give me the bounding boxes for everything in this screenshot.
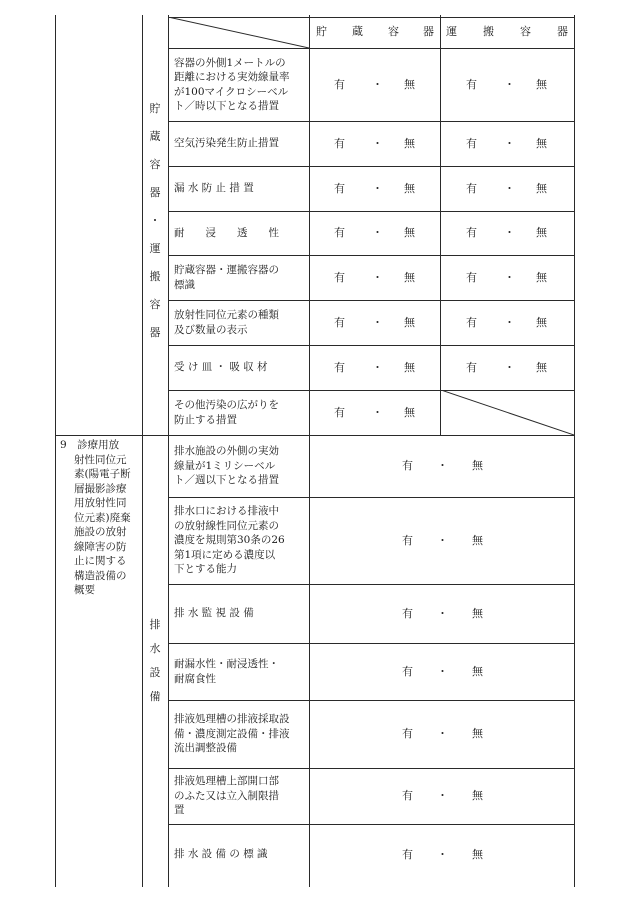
choice-yes: 有 bbox=[402, 664, 413, 678]
choice-sep: ・ bbox=[372, 270, 383, 284]
storage-row-storage-choice-4[interactable] bbox=[334, 226, 424, 240]
storage-row-transport-choice-7[interactable] bbox=[466, 361, 556, 375]
drain-row-label-line: 排液処理槽上部開口部 bbox=[174, 775, 279, 788]
grid-hline-drain-3 bbox=[168, 643, 574, 644]
storage-vlabel-char-2: 蔵 bbox=[149, 130, 161, 143]
storage-row-storage-choice-3[interactable] bbox=[334, 182, 424, 196]
section-9-label-line: 止に関する bbox=[74, 555, 127, 567]
section-9-label-line: 層撮影診療 bbox=[74, 482, 127, 495]
choice-sep: ・ bbox=[437, 606, 448, 620]
choice-yes: 有 bbox=[466, 270, 477, 284]
drain-row-choice-7[interactable] bbox=[402, 848, 492, 862]
storage-row-label-line: ト／時以下となる措置 bbox=[174, 100, 279, 112]
choice-yes: 有 bbox=[402, 459, 413, 472]
grid-hline-storage-6 bbox=[168, 300, 574, 301]
choice-no: 無 bbox=[404, 405, 415, 419]
grid-vline-value bbox=[309, 15, 310, 887]
choice-no: 無 bbox=[404, 270, 415, 284]
choice-yes: 有 bbox=[334, 315, 345, 329]
drain-row-label-2 bbox=[174, 504, 285, 577]
drain-row-label-line: 線量が1ミリシーベル bbox=[174, 459, 276, 472]
drain-row-label-line: 排水口における排液中 bbox=[174, 505, 279, 518]
choice-sep: ・ bbox=[372, 405, 383, 419]
choice-no: 無 bbox=[404, 315, 415, 329]
choice-sep: ・ bbox=[437, 727, 448, 740]
choice-sep: ・ bbox=[504, 226, 515, 239]
choice-no: 無 bbox=[404, 136, 415, 150]
choice-sep: ・ bbox=[372, 77, 383, 91]
grid-hline-storage-4 bbox=[168, 211, 574, 212]
choice-no: 無 bbox=[404, 77, 415, 91]
storage-row-label-line: 容器の外側1メートルの bbox=[174, 56, 286, 69]
drain-row-label-line: ト／週以下となる措置 bbox=[174, 474, 279, 487]
drain-row-label-line: 置 bbox=[174, 804, 185, 817]
choice-yes: 有 bbox=[334, 226, 345, 239]
choice-no: 無 bbox=[472, 847, 483, 861]
choice-sep: ・ bbox=[437, 847, 448, 861]
choice-yes: 有 bbox=[466, 181, 477, 195]
storage-row-transport-choice-1[interactable] bbox=[466, 78, 556, 92]
choice-no: 無 bbox=[404, 360, 415, 374]
grid-vline-split bbox=[440, 15, 441, 435]
section-9-label-line: 構造設備の bbox=[74, 569, 127, 582]
storage-row-label-2 bbox=[174, 136, 279, 151]
grid-hline-drain-5 bbox=[168, 768, 574, 769]
drain-row-label-line: 排液処理槽の排液採取設 bbox=[174, 713, 290, 726]
grid-hline-storage-5 bbox=[168, 255, 574, 256]
header-transport-container bbox=[441, 25, 574, 39]
section-9-label-line: 線障害の防 bbox=[74, 540, 127, 553]
storage-row-label-line: 放射性同位元素の種類 bbox=[174, 309, 279, 321]
grid-hline-storage-2 bbox=[168, 121, 574, 122]
drain-row-label-line: 備・濃度測定設備・排液 bbox=[174, 727, 290, 740]
choice-sep: ・ bbox=[437, 533, 448, 547]
grid-hline-storage-3 bbox=[168, 166, 574, 167]
header-transport-char-3: 容 bbox=[520, 25, 531, 38]
drain-row-choice-4[interactable] bbox=[402, 665, 492, 679]
choice-no: 無 bbox=[536, 315, 547, 329]
choice-yes: 有 bbox=[334, 77, 345, 91]
header-transport-char-1: 運 bbox=[446, 25, 457, 38]
choice-sep: ・ bbox=[504, 315, 515, 329]
storage-row-transport-choice-6[interactable] bbox=[466, 316, 556, 330]
drain-row-label-line: 耐腐食性 bbox=[174, 672, 216, 685]
storage-row-label-6 bbox=[174, 308, 279, 337]
choice-sep: ・ bbox=[372, 226, 383, 239]
choice-no: 無 bbox=[536, 226, 547, 239]
choice-sep: ・ bbox=[437, 459, 448, 472]
storage-row-label-3 bbox=[174, 181, 254, 196]
choice-yes: 有 bbox=[334, 360, 345, 374]
choice-no: 無 bbox=[472, 664, 483, 678]
section-9-label bbox=[60, 438, 146, 598]
storage-vlabel-char-9: 器 bbox=[149, 326, 161, 339]
section-9-label-line: 施設の放射 bbox=[74, 526, 127, 538]
storage-vlabel-char-4: 器 bbox=[149, 186, 161, 199]
choice-sep: ・ bbox=[372, 136, 383, 150]
storage-vlabel-char-1: 貯 bbox=[149, 102, 161, 115]
choice-sep: ・ bbox=[504, 181, 515, 195]
storage-vlabel-char-8: 容 bbox=[149, 298, 161, 311]
choice-yes: 有 bbox=[334, 181, 345, 195]
choice-no: 無 bbox=[404, 181, 415, 195]
section-9-label-line: 概要 bbox=[74, 584, 95, 596]
drain-row-label-5 bbox=[174, 712, 290, 756]
choice-sep: ・ bbox=[504, 77, 515, 91]
header-transport-char-4: 器 bbox=[557, 25, 568, 38]
grid-hline-drain-6 bbox=[168, 824, 574, 825]
choice-yes: 有 bbox=[334, 405, 345, 419]
choice-yes: 有 bbox=[402, 533, 413, 547]
choice-yes: 有 bbox=[466, 315, 477, 329]
choice-yes: 有 bbox=[402, 847, 413, 861]
choice-sep: ・ bbox=[504, 360, 515, 374]
choice-sep: ・ bbox=[372, 181, 383, 195]
choice-yes: 有 bbox=[334, 136, 345, 150]
drain-row-label-6 bbox=[174, 774, 279, 818]
storage-row-label-line: 漏 水 防 止 措 置 bbox=[174, 182, 254, 195]
grid-vline-right bbox=[574, 15, 575, 887]
section-9-label-line: 位元素)廃棄 bbox=[74, 511, 131, 524]
choice-no: 無 bbox=[472, 533, 483, 547]
drain-row-label-line: のふた又は立入制限措 bbox=[174, 789, 279, 802]
choice-yes: 有 bbox=[334, 270, 345, 284]
drain-row-label-line: の放射線性同位元素の bbox=[174, 519, 279, 532]
storage-vlabel-char-6: 運 bbox=[149, 242, 161, 255]
choice-yes: 有 bbox=[466, 136, 477, 150]
grid-hline-section-divider bbox=[55, 435, 574, 436]
drain-row-label-line: 耐漏水性・耐浸透性・ bbox=[174, 658, 279, 670]
choice-no: 無 bbox=[404, 226, 415, 239]
storage-row-storage-choice-6[interactable] bbox=[334, 316, 424, 330]
drain-row-label-line: 濃度を規則第30条の26 bbox=[174, 534, 285, 547]
storage-vlabel-char-5: ・ bbox=[149, 214, 161, 227]
header-storage-container bbox=[309, 25, 440, 39]
storage-vlabel-char-3: 容 bbox=[149, 158, 161, 171]
storage-row-label-7 bbox=[174, 360, 268, 375]
storage-row-transport-choice-2[interactable] bbox=[466, 137, 556, 151]
drain-row-label-line: 排水施設の外側の実効 bbox=[174, 445, 279, 458]
drain-row-choice-2[interactable] bbox=[402, 534, 492, 548]
storage-row-label-line: 受 け 皿 ・ 吸 収 材 bbox=[174, 361, 268, 374]
storage-row-transport-choice-4[interactable] bbox=[466, 226, 556, 240]
grid-hline-drain-1 bbox=[168, 497, 574, 498]
grid-hline-drain-2 bbox=[168, 584, 574, 585]
drain-row-label-3 bbox=[174, 606, 254, 621]
choice-no: 無 bbox=[536, 136, 547, 150]
section-9-label-line: 射性同位元 bbox=[74, 453, 127, 466]
storage-row-label-line: 防止する措置 bbox=[174, 413, 237, 426]
storage-row-storage-choice-5[interactable] bbox=[334, 271, 424, 285]
storage-row-storage-choice-8[interactable] bbox=[334, 406, 424, 420]
storage-row-label-line: 貯蔵容器・運搬容器の bbox=[174, 264, 279, 276]
drain-row-label-line: 排 水 設 備 の 標 識 bbox=[174, 848, 268, 861]
drain-row-label-line: 下とする能力 bbox=[174, 563, 237, 576]
storage-row-storage-choice-2[interactable] bbox=[334, 137, 424, 151]
storage-row-label-line: 標識 bbox=[174, 278, 195, 291]
drain-vlabel-char-1: 排 bbox=[149, 618, 161, 631]
storage-row-storage-choice-1[interactable] bbox=[334, 78, 424, 92]
drain-row-label-1 bbox=[174, 444, 279, 488]
choice-yes: 有 bbox=[402, 789, 413, 802]
storage-row-label-line: 耐 浸 透 性 bbox=[174, 226, 279, 239]
choice-no: 無 bbox=[472, 789, 483, 802]
storage-row-label-line: 空気汚染発生防止措置 bbox=[174, 137, 279, 150]
choice-yes: 有 bbox=[402, 727, 413, 740]
storage-row-label-line: 距離における実効線量率 bbox=[174, 71, 290, 83]
storage-row-label-8 bbox=[174, 398, 279, 427]
choice-sep: ・ bbox=[437, 789, 448, 802]
grid-hline-storage-1 bbox=[168, 48, 574, 49]
section-9-label-line: 9 診療用放 bbox=[60, 439, 120, 451]
choice-sep: ・ bbox=[504, 270, 515, 284]
choice-no: 無 bbox=[536, 77, 547, 91]
choice-no: 無 bbox=[472, 606, 483, 620]
drain-row-label-line: 排 水 監 視 設 備 bbox=[174, 607, 254, 620]
drain-vlabel-char-2: 水 bbox=[149, 642, 161, 655]
drain-vlabel-char-3: 設 bbox=[149, 666, 161, 679]
header-transport-char-2: 搬 bbox=[483, 25, 494, 38]
drain-vlabel-char-4: 備 bbox=[149, 690, 161, 703]
drain-row-label-line: 流出調整設備 bbox=[174, 742, 237, 755]
choice-sep: ・ bbox=[504, 136, 515, 150]
storage-row-label-line: が100マイクロシーベル bbox=[174, 85, 289, 98]
choice-no: 無 bbox=[536, 181, 547, 195]
drain-row-choice-6[interactable] bbox=[402, 789, 492, 803]
header-diagonal bbox=[168, 17, 309, 48]
choice-yes: 有 bbox=[402, 606, 413, 620]
choice-yes: 有 bbox=[466, 360, 477, 374]
header-storage-char-3: 容 bbox=[388, 25, 399, 38]
choice-no: 無 bbox=[536, 270, 547, 284]
choice-yes: 有 bbox=[466, 226, 477, 239]
header-storage-char-2: 蔵 bbox=[352, 25, 363, 38]
section-9-label-line: 用放射性同 bbox=[74, 497, 127, 509]
drain-row-label-line: 第1項に定める濃度以 bbox=[174, 548, 276, 561]
choice-no: 無 bbox=[472, 459, 483, 472]
header-storage-char-4: 器 bbox=[423, 25, 434, 38]
storage-row-label-4 bbox=[174, 226, 279, 241]
drain-row-choice-5[interactable] bbox=[402, 727, 492, 741]
drain-row-label-4 bbox=[174, 657, 279, 686]
choice-no: 無 bbox=[472, 727, 483, 740]
section-9-label-line: 素(陽電子断 bbox=[74, 468, 131, 480]
storage-vlabel-char-7: 搬 bbox=[149, 270, 161, 283]
storage-row-label-1 bbox=[174, 56, 290, 114]
storage-row-transport-choice-5[interactable] bbox=[466, 271, 556, 285]
choice-sep: ・ bbox=[437, 664, 448, 678]
storage-row-transport-choice-3[interactable] bbox=[466, 182, 556, 196]
grid-vline-left bbox=[55, 15, 56, 887]
grid-hline-drain-4 bbox=[168, 700, 574, 701]
unused-cell-diagonal bbox=[441, 390, 574, 435]
choice-no: 無 bbox=[536, 360, 547, 374]
storage-row-label-line: 及び数量の表示 bbox=[174, 323, 248, 336]
choice-yes: 有 bbox=[466, 77, 477, 91]
drain-row-choice-3[interactable] bbox=[402, 607, 492, 621]
choice-sep: ・ bbox=[372, 315, 383, 329]
grid-vline-item bbox=[168, 15, 169, 887]
storage-row-label-line: その他汚染の広がりを bbox=[174, 399, 279, 411]
choice-sep: ・ bbox=[372, 360, 383, 374]
storage-row-storage-choice-7[interactable] bbox=[334, 361, 424, 375]
drain-row-label-7 bbox=[174, 847, 268, 862]
header-storage-char-1: 貯 bbox=[316, 25, 327, 38]
drain-row-choice-1[interactable] bbox=[402, 459, 492, 473]
storage-row-label-5 bbox=[174, 263, 279, 292]
grid-hline-storage-7 bbox=[168, 345, 574, 346]
